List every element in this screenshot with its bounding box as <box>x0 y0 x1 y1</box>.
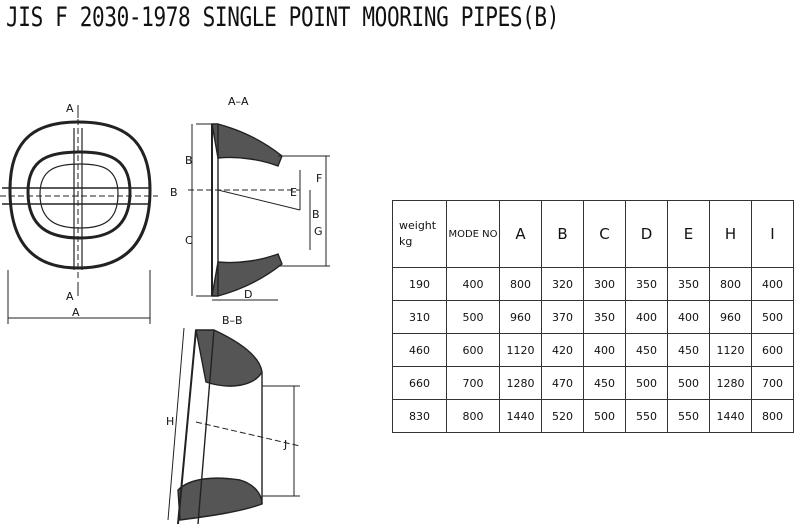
cell-d: 450 <box>626 334 668 367</box>
header-i: I <box>752 201 794 268</box>
cell-i: 500 <box>752 301 794 334</box>
header-b: B <box>542 201 584 268</box>
header-mode-no: MODE NO <box>447 201 500 268</box>
cell-mode-no: 800 <box>447 400 500 433</box>
cell-h: 1120 <box>710 334 752 367</box>
cell-c: 300 <box>584 268 626 301</box>
header-weight-line1: weight <box>399 219 437 232</box>
table-row <box>393 400 794 433</box>
cell-h: 1440 <box>710 400 752 433</box>
header-a: A <box>500 201 542 268</box>
cell-a: 1440 <box>500 400 542 433</box>
label-e-dim: E <box>290 186 297 199</box>
cell-b: 420 <box>542 334 584 367</box>
cell-b: 520 <box>542 400 584 433</box>
label-h-dim: H <box>166 415 175 428</box>
label-j-dim: J <box>284 438 288 451</box>
label-d-dim: D <box>244 288 253 301</box>
label-a-dim: A <box>72 306 80 319</box>
table-row <box>393 268 794 301</box>
cell-c: 450 <box>584 367 626 400</box>
cell-b: 470 <box>542 367 584 400</box>
cell-mode-no: 400 <box>447 268 500 301</box>
cell-weight: 190 <box>393 268 447 301</box>
cell-b: 370 <box>542 301 584 334</box>
cell-c: 350 <box>584 301 626 334</box>
header-weight <box>393 201 447 268</box>
label-b-dim: B <box>185 154 193 167</box>
cell-h: 1280 <box>710 367 752 400</box>
cell-a: 800 <box>500 268 542 301</box>
label-b-right: B <box>312 208 320 221</box>
cell-mode-no: 600 <box>447 334 500 367</box>
header-h: H <box>710 201 752 268</box>
label-g-dim: G <box>314 225 323 238</box>
cell-i: 800 <box>752 400 794 433</box>
plan-view <box>0 105 158 324</box>
cell-a: 1120 <box>500 334 542 367</box>
label-c-dim: C <box>185 234 193 247</box>
label-b-left: B <box>170 186 178 199</box>
cell-e: 400 <box>668 301 710 334</box>
cell-e: 450 <box>668 334 710 367</box>
table-row <box>393 367 794 400</box>
cell-e: 550 <box>668 400 710 433</box>
cell-a: 1280 <box>500 367 542 400</box>
cell-weight: 830 <box>393 400 447 433</box>
label-f-dim: F <box>316 172 323 185</box>
cell-mode-no: 500 <box>447 301 500 334</box>
cell-i: 400 <box>752 268 794 301</box>
cell-weight: 310 <box>393 301 447 334</box>
cell-weight: 460 <box>393 334 447 367</box>
table-row <box>393 301 794 334</box>
cell-d: 550 <box>626 400 668 433</box>
cell-e: 350 <box>668 268 710 301</box>
section-bb-label: B–B <box>222 314 243 327</box>
header-c: C <box>584 201 626 268</box>
cell-c: 400 <box>584 334 626 367</box>
cell-weight: 660 <box>393 367 447 400</box>
cell-i: 600 <box>752 334 794 367</box>
header-d: D <box>626 201 668 268</box>
section-aa-view <box>188 124 330 300</box>
cell-e: 500 <box>668 367 710 400</box>
section-bb-view <box>168 328 300 524</box>
cell-a: 960 <box>500 301 542 334</box>
cell-d: 350 <box>626 268 668 301</box>
label-a-bottom: A <box>66 290 74 303</box>
cell-i: 700 <box>752 367 794 400</box>
label-a-top: A <box>66 102 74 115</box>
cell-c: 500 <box>584 400 626 433</box>
cell-h: 960 <box>710 301 752 334</box>
cell-d: 400 <box>626 301 668 334</box>
cell-d: 500 <box>626 367 668 400</box>
page-title: JIS F 2030-1978 SINGLE POINT MOORING PIPES(B) <box>6 2 560 33</box>
header-e: E <box>668 201 710 268</box>
section-aa-label: A–A <box>228 95 249 108</box>
specification-table <box>392 200 794 433</box>
table-row <box>393 334 794 367</box>
cell-b: 320 <box>542 268 584 301</box>
cell-h: 800 <box>710 268 752 301</box>
header-weight-line2: kg <box>399 235 413 248</box>
cell-mode-no: 700 <box>447 367 500 400</box>
table-header-row <box>393 201 794 268</box>
